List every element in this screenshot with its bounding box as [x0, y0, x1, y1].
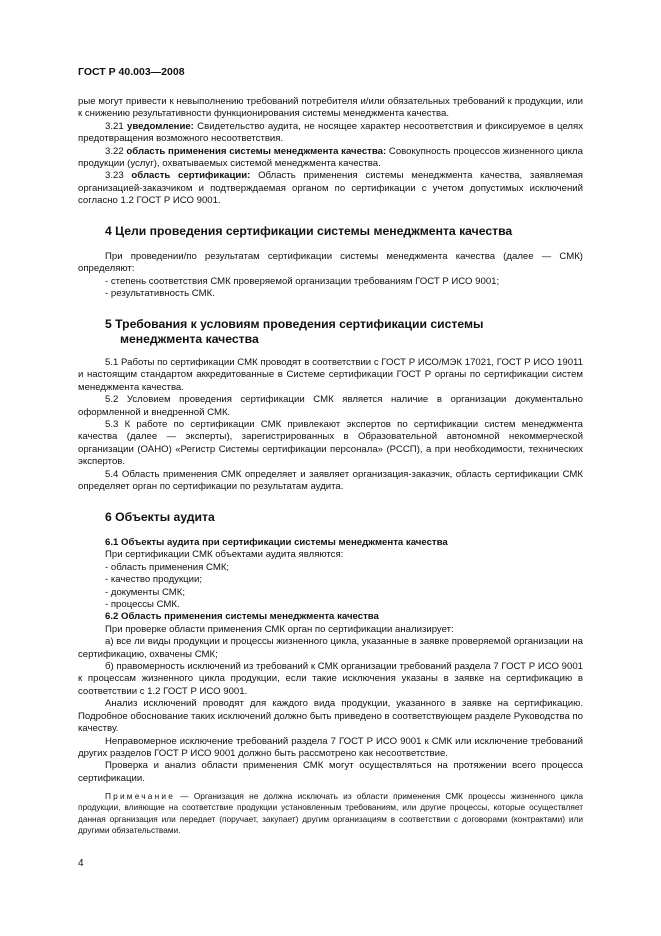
section-4-body: [78, 251, 583, 301]
paragraph-5-4: 5.4 Область применения СМК определяет и заявляет организация-заказчик, область сертификации СМК определяет орган по сертификации по результатам аудита.: [78, 468, 583, 493]
definition-term: область применения системы менеджмента качества:: [126, 145, 387, 157]
subsection-6-1-title: 6.1 Объекты аудита при сертификации системы менеджмента качества: [105, 537, 448, 548]
item-b: б) правомерность исключений из требований к СМК организации требований раздела 7 ГОСТ Р ИСО 9001 к процессам жизненного цикла продукции, если такие исключения указаны в заявке на сертификацию в соответствии с 1.2 ГОСТ Р ИСО 9001.: [78, 661, 583, 697]
section-6-title: 6 Объекты аудита: [105, 510, 215, 524]
note: [78, 791, 583, 836]
definition-text: Совокупность процессов жизненного цикла продукции (услуг), охватываемых системой менеджмента качества.: [78, 145, 583, 170]
list-item: - результативность СМК.: [105, 288, 215, 300]
note-label: Примечание: [105, 791, 176, 802]
definition-3-21: [78, 121, 583, 146]
definition-number: 3.23: [105, 170, 124, 182]
subsection-6-2-title: 6.2 Область применения системы менеджмента качества: [105, 611, 379, 623]
section-5-title-line2: менеджмента качества: [120, 331, 259, 346]
paragraph-review: Проверка и анализ области применения СМК могут осуществляться на протяжении всего процесса сертификации.: [78, 760, 583, 784]
definition-number: 3.22: [105, 145, 124, 157]
definition-term: область сертификации:: [131, 170, 251, 182]
section-6-body: [78, 537, 583, 836]
definition-term: уведомление:: [126, 120, 194, 132]
document-header: ГОСТ Р 40.003—2008: [78, 66, 185, 78]
definition-number: 3.21: [105, 120, 124, 132]
paragraph-exclusions: Анализ исключений проводят для каждого вида продукции, указанного в заявке на сертификацию. Подробное обоснование таких исключений должно быть приведено в соответствующем разделе Руководства по качеству.: [78, 698, 583, 735]
subsection-6-2-intro: При проверке области применения СМК орган по сертификации анализирует:: [105, 623, 454, 635]
section-5-title-line1: 5 Требования к условиям проведения сертификации системы: [105, 317, 484, 331]
definition-text: Область применения системы менеджмента качества, заявляемая организацией-заказчиком и подтверждаемая органом по сертификации с учетом допустимых исключений согласно 1.2 ГОСТ Р ИСО 9001.: [78, 170, 583, 207]
list-item: - качество продукции;: [105, 574, 203, 586]
definitions-block: [78, 96, 583, 208]
section-6-heading: [105, 510, 585, 525]
list-item: - степень соответствия СМК проверяемой организации требованиям ГОСТ Р ИСО 9001;: [105, 275, 500, 287]
continued-paragraph: рые могут привести к невыполнению требований потребителя и/или обязательных требований к продукции, или к снижению результативности функционирования системы менеджмента качества.: [78, 96, 583, 120]
section-5-body: [78, 357, 583, 493]
paragraph-5-3: 5.3 К работе по сертификации СМК привлекают экспертов по сертификации систем менеджмента качества (далее — эксперты), зарегистрированных в Образовательной автономной некоммерческой организации (ОАНО) «Регистр Системы сертификации персонала» (РССП), а при необходимости, технических экспертов.: [78, 419, 583, 468]
definition-3-22: [78, 146, 583, 171]
list-item: - процессы СМК.: [105, 599, 180, 611]
definition-text: Свидетельство аудита, не носящее характер несоответствия и фиксируемое в целях предотвращения возможного несоответствия.: [78, 120, 583, 145]
paragraph-nonconformity: Неправомерное исключение требований раздела 7 ГОСТ Р ИСО 9001 к СМК или исключение требований других разделов ГОСТ Р ИСО 9001 должно быть рассмотрено как несоответствие.: [78, 735, 583, 759]
section-4-heading: [105, 224, 585, 239]
note-text: — Организация не должна исключать из области применения СМК процессы жизненного цикла продукции, влияющие на соответствие продукции установленным требованиям, или другие процессы, которые осуществляет данная организация или передает (поручает, закупает) другим организациям в соответствии с договорами (контрактами) или другими обязательствами.: [78, 791, 583, 835]
list-item: - область применения СМК;: [105, 561, 230, 573]
paragraph-5-2: 5.2 Условием проведения сертификации СМК является наличие в организации документально оформленной и внедренной СМК.: [78, 394, 583, 418]
section-4-intro: При проведении/по результатам сертификации системы менеджмента качества (далее — СМК) определяют:: [78, 251, 583, 275]
definition-3-23: [78, 170, 583, 207]
paragraph-5-1: 5.1 Работы по сертификации СМК проводят в соответствии с ГОСТ Р ИСО/МЭК 17021, ГОСТ Р ИСО 19011 и настоящим стандартом аккредитованные в Системе сертификации ГОСТ Р органы по сертификации систем менеджмента качества.: [78, 357, 583, 393]
item-a: а) все ли виды продукции и процессы жизненного цикла, указанные в заявке проверяемой организации на сертификацию, охвачены СМК;: [78, 636, 583, 660]
page-number: 4: [78, 858, 84, 869]
subsection-6-1-intro: При сертификации СМК объектами аудита являются:: [105, 549, 344, 561]
section-4-title: 4 Цели проведения сертификации системы менеджмента качества: [105, 224, 513, 238]
section-5-heading: [105, 317, 585, 346]
list-item: - документы СМК;: [105, 586, 186, 598]
